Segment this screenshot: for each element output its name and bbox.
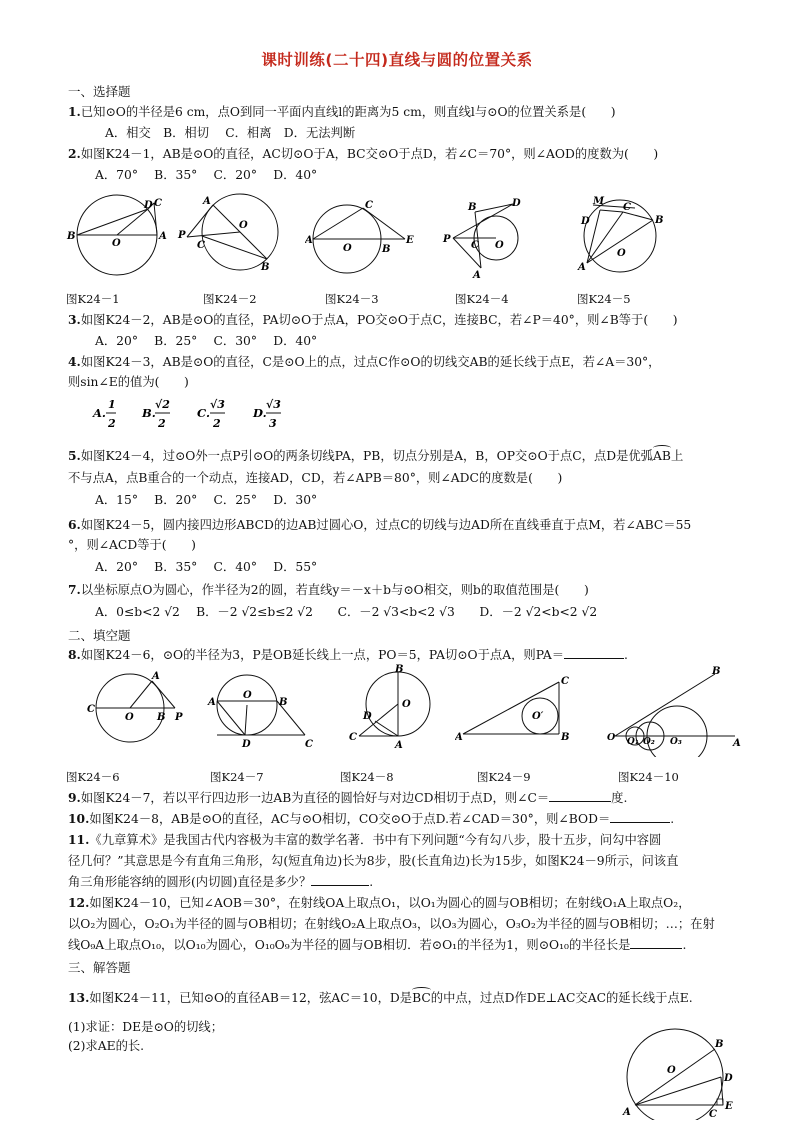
section-solve-heading: 三、解答题 (68, 960, 131, 975)
question-text: 如图K24－10，已知∠AOB＝30°，在射线OA上取点O₁，以O₁为圆心的圆与OB相切；在射线O₁A上取点O₂， (89, 896, 691, 910)
point-label-O-prime: O′ (532, 711, 544, 722)
point-label-B: B (715, 1039, 724, 1050)
question-text: 如图K24－11，已知⊙O的直径AB＝12，弦AC＝10，D是 (89, 991, 413, 1005)
page-title: 课时训练(二十四)直线与圆的位置关系 (261, 51, 533, 69)
point-label-A: A (395, 740, 403, 751)
point-label-A: A (159, 231, 167, 242)
point-label-P: P (178, 230, 186, 241)
point-label-B: B (655, 215, 664, 226)
question-6-line-2: °，则∠ACD等于( ) (68, 538, 196, 552)
point-label-B: B (261, 262, 270, 273)
figure-caption: 图K24－10 (618, 770, 679, 784)
figure-k24-11 (615, 1025, 745, 1120)
question-13: 13.如图K24－11，已知⊙O的直径AB＝12，弦AC＝10，D是 BC的中点，过点D作DE⊥AC交AC的延长线于点E. (68, 990, 693, 1006)
question-10: 10.如图K24－8，AB是⊙O的直径，AC与⊙O相切，CO交⊙O于点D.若∠CAD＝30°，则∠BOD＝ . (68, 811, 675, 826)
point-label-C: C (154, 198, 162, 209)
figure-k24-2 (175, 190, 280, 280)
question-text: 如图K24－6，⊙O的半径为3，P是OB延长线上一点，PO＝5，PA切⊙O于点A，则PA＝ (80, 648, 565, 662)
fraction-denominator: 2 (158, 417, 166, 430)
fraction-numerator: √2 (155, 398, 170, 411)
question-5: 5.如图K24－4，过⊙O外一点P引⊙O的两条切线PA，PB，切点分别是A，B，OP交⊙O于点C，点D是优弧 AB上 (68, 448, 683, 464)
figure-caption: 图K24－8 (340, 770, 394, 784)
question-text: 如图K24－8，AB是⊙O的直径，AC与⊙O相切，CO交⊙O于点D.若∠CAD＝30°，则∠BOD＝ (89, 812, 611, 826)
point-label-D: D (363, 711, 372, 722)
point-label-B: B (67, 231, 76, 242)
point-label-A: A (455, 732, 463, 743)
question-number: 13. (68, 990, 90, 1005)
fraction-numerator: √3 (210, 398, 225, 411)
question-3-options: A．20° B．25° C．30° D．40° (95, 334, 318, 348)
question-number: 12. (68, 895, 90, 910)
answer-blank[interactable] (549, 790, 611, 802)
point-label-D: D (144, 200, 153, 211)
point-label-A: A (733, 738, 741, 749)
section-fill-heading: 二、填空题 (68, 628, 131, 643)
point-label-E: E (725, 1101, 733, 1112)
question-3 (68, 312, 678, 328)
figure-caption: 图K24－9 (477, 770, 531, 784)
option-label: C. (197, 406, 210, 420)
question-number: 4. (68, 354, 81, 369)
fraction-denominator: 3 (269, 417, 277, 430)
point-label-O: O (243, 690, 252, 701)
figure-caption: 图K24－5 (577, 292, 631, 306)
question-number: 10. (68, 811, 90, 826)
question-number: 3. (68, 312, 81, 327)
option-label: B. (142, 406, 156, 420)
figure-k24-9 (455, 672, 580, 752)
point-label-M: M (593, 196, 605, 207)
question-number: 2. (68, 146, 81, 161)
point-label-A: A (578, 262, 586, 273)
question-text: 如图K24－2，AB是⊙O的直径，PA切⊙O于点A，PO交⊙O于点C，连接BC，若∠P＝40°，则∠B等于( ) (80, 313, 678, 327)
point-label-B: B (157, 712, 166, 723)
figure-caption: 图K24－6 (66, 770, 120, 784)
point-label-C: C (87, 704, 95, 715)
point-label-O: O (402, 699, 411, 710)
question-2 (68, 146, 658, 162)
point-label-O2: O₂ (643, 737, 655, 747)
point-label-D: D (724, 1073, 733, 1084)
point-label-O1: O₁ (627, 737, 639, 747)
point-label-O: O (112, 238, 121, 249)
question-number: 11. (68, 832, 90, 847)
question-2-options: A．70° B．35° C．20° D．40° (95, 168, 318, 182)
point-label-B: B (395, 664, 404, 675)
question-number: 8. (68, 647, 81, 662)
question-number: 5. (68, 448, 81, 463)
question-text: 如图K24－7，若以平行四边形一边AB为直径的圆恰好与对边CD相切于点D，则∠C＝ (80, 791, 550, 805)
question-11-line-3: 角三角形能容纳的圆形(内切圆)直径是多少？ . (68, 875, 374, 889)
point-label-C: C (365, 200, 373, 211)
question-7-options: A．0≤b<2 √2 B．－2 √2≤b≤2 √2 C．－2 √3<b<2 √3 D．－2 √2<b<2 √2 (95, 605, 598, 619)
point-label-C: C (471, 240, 479, 251)
arc-notation: AB (653, 448, 671, 464)
question-number: 1. (68, 104, 81, 119)
question-12 (68, 895, 691, 911)
question-text: 已知⊙O的半径是6 cm，点O到同一平面内直线l的距离为5 cm，则直线l与⊙O的位置关系是( ) (80, 105, 616, 119)
figure-caption: 图K24－7 (210, 770, 264, 784)
question-8: 8.如图K24－6，⊙O的半径为3，P是OB延长线上一点，PO＝5，PA切⊙O于点A，则PA＝ . (68, 647, 628, 662)
question-number: 6. (68, 517, 81, 532)
question-text: 如图K24－5，圆内接四边形ABCD的边AB过圆心O，过点C的切线与边AD所在直线垂直于点M，若∠ABC＝55 (80, 518, 692, 532)
point-label-A: A (208, 697, 216, 708)
question-7 (68, 582, 589, 598)
question-11 (68, 832, 661, 848)
arc-notation: BC (412, 990, 431, 1006)
answer-blank[interactable] (564, 647, 624, 659)
option-label: A. (93, 406, 106, 420)
section-choice-heading: 一、选择题 (68, 84, 131, 99)
question-9: 9.如图K24－7，若以平行四边形一边AB为直径的圆恰好与对边CD相切于点D，则∠C＝ 度. (68, 790, 628, 805)
fraction-denominator: 2 (213, 417, 221, 430)
question-12-line-2: 以O₂为圆心，O₂O₁为半径的圆与OB相切；在射线O₂A上取点O₃，以O₃为圆心，O₃O₂为半径的圆与OB相切；…；在射 (68, 917, 715, 931)
figure-caption: 图K24－1 (66, 292, 120, 306)
question-4-line-2: 则sin∠E的值为( ) (68, 375, 189, 389)
point-label-B: B (712, 666, 721, 677)
question-1-options: A．相交 B．相切 C．相离 D．无法判断 (105, 126, 356, 140)
figure-k24-3 (305, 190, 420, 280)
point-label-D: D (512, 198, 521, 209)
fraction-numerator: 1 (108, 398, 116, 411)
question-6-options: A．20° B．35° C．40° D．55° (95, 560, 318, 574)
point-label-C: C (305, 739, 313, 750)
fraction-numerator: √3 (266, 398, 281, 411)
point-label-C: C (197, 240, 205, 251)
figure-k24-1 (62, 190, 172, 280)
point-label-O3: O₃ (670, 737, 682, 747)
figure-caption: 图K24－2 (203, 292, 257, 306)
fraction-denominator: 2 (108, 417, 116, 430)
figure-caption: 图K24－3 (325, 292, 379, 306)
point-label-A: A (473, 270, 481, 280)
figure-k24-4 (438, 190, 538, 280)
figure-k24-7 (205, 665, 320, 755)
question-1 (68, 104, 616, 120)
point-label-P: P (443, 234, 451, 245)
question-4-options (90, 393, 310, 435)
figure-caption: 图K24－4 (455, 292, 509, 306)
question-4 (68, 354, 660, 370)
question-number: 7. (68, 582, 81, 597)
point-label-C: C (561, 676, 569, 687)
question-5-line-2: 不与点A，点B重合的一个动点，连接AD，CD，若∠APB＝80°，则∠ADC的度数是( ) (68, 471, 563, 485)
question-11-line-2: 径几何？”其意思是今有直角三角形，勾(短直角边)长为8步，股(长直角边)长为15步，如图K24－9所示，问该直 (68, 854, 679, 868)
point-label-A: A (623, 1107, 631, 1118)
question-text: 如图K24－1，AB是⊙O的直径，AC切⊙O于A，BC交⊙O于点D，若∠C＝70°，则∠AOD的度数为( ) (80, 147, 659, 161)
point-label-B: B (382, 244, 391, 255)
point-label-O: O (617, 248, 626, 259)
question-text: 以坐标原点O为圆心，作半径为2的圆，若直线y＝－x＋b与⊙O相交，则b的取值范围是( ) (80, 583, 589, 597)
point-label-B: B (468, 202, 477, 213)
point-label-P: P (175, 712, 183, 723)
question-text: 如图K24－4，过⊙O外一点P引⊙O的两条切线PA，PB，切点分别是A，B，OP交⊙O于点C，点D是优弧 (80, 449, 654, 463)
question-text: 如图K24－3，AB是⊙O的直径，C是⊙O上的点，过点C作⊙O的切线交AB的延长线于点E，若∠A＝30°， (80, 355, 661, 369)
point-label-A: A (305, 235, 313, 246)
point-label-O: O (495, 240, 504, 251)
point-label-C: C (349, 732, 357, 743)
option-label: D. (253, 406, 267, 420)
point-label-E: E (406, 235, 414, 246)
question-13-part-1: (1)求证：DE是⊙O的切线； (68, 1020, 224, 1034)
question-5-options: A．15° B．20° C．25° D．30° (95, 493, 318, 507)
figure-k24-5 (575, 190, 675, 280)
question-12-line-3: 线O₉A上取点O₁₀，以O₁₀为圆心，O₁₀O₉为半径的圆与OB相切．若⊙O₁的半径为1，则⊙O₁₀的半径长是 . (68, 938, 687, 952)
answer-blank[interactable] (311, 874, 369, 886)
figure-k24-8 (335, 662, 435, 757)
point-label-C: C (623, 202, 631, 213)
point-label-D: D (242, 739, 251, 750)
point-label-O: O (125, 712, 134, 723)
point-label-B: B (279, 697, 288, 708)
point-label-A: A (203, 196, 211, 207)
point-label-A: A (152, 671, 160, 682)
answer-blank[interactable] (630, 937, 682, 949)
figure-k24-10 (605, 662, 750, 757)
figure-k24-6 (85, 665, 190, 755)
point-label-O: O (343, 243, 352, 254)
point-label-O: O (239, 220, 248, 231)
answer-blank[interactable] (610, 811, 670, 823)
point-label-D: D (581, 216, 590, 227)
question-6 (68, 517, 691, 533)
point-label-O: O (607, 732, 616, 743)
question-text: 《九章算术》是我国古代内容极为丰富的数学名著．书中有下列问题“今有勾八步，股十五步，问勾中容圆 (89, 833, 662, 847)
point-label-C: C (709, 1109, 717, 1120)
question-13-part-2: (2)求AE的长. (68, 1039, 145, 1053)
point-label-O: O (667, 1065, 676, 1076)
point-label-B: B (561, 732, 570, 743)
question-number: 9. (68, 790, 81, 805)
